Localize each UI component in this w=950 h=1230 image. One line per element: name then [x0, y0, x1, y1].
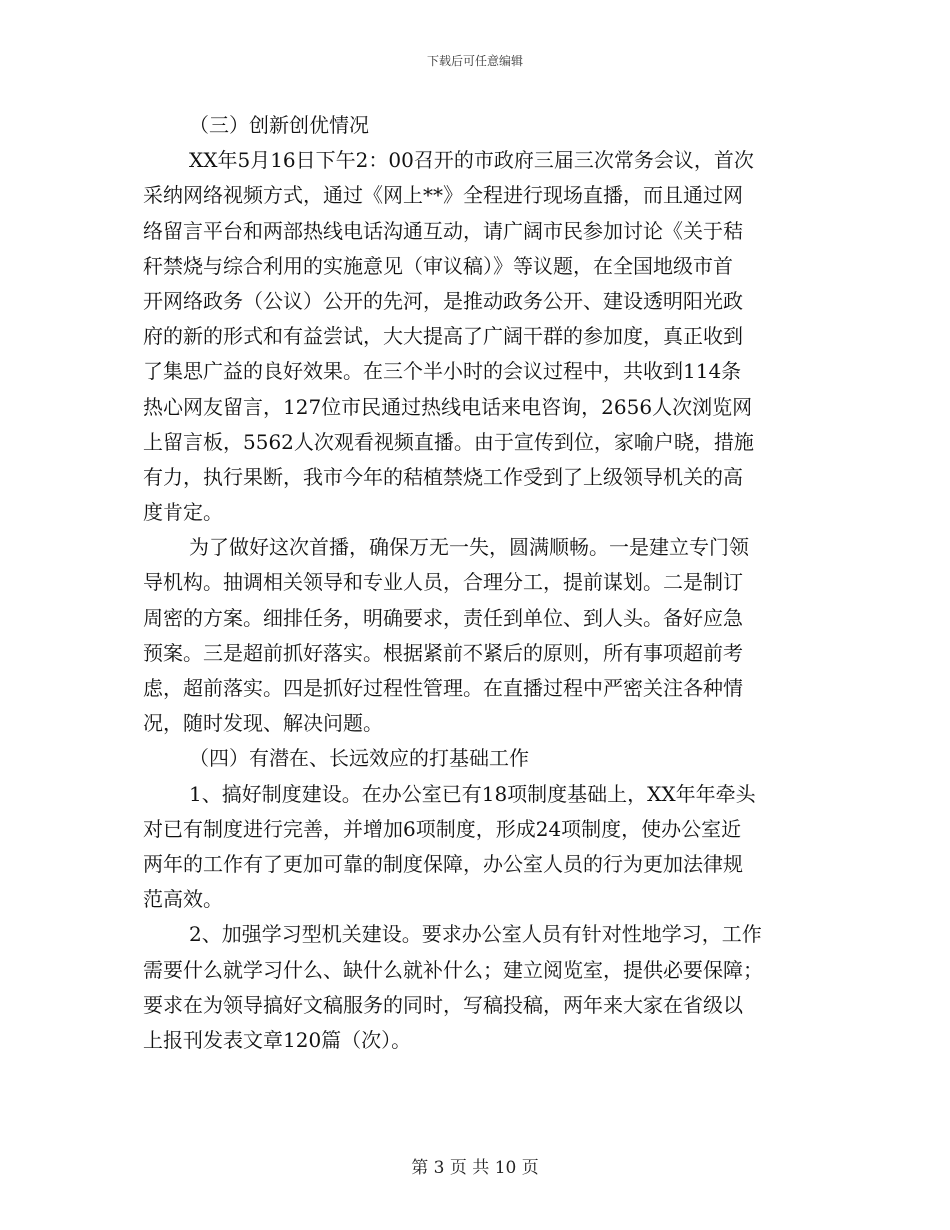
paragraph-line: 要求在为领导搞好文稿服务的同时，写稿投稿，两年来大家在省级以 [143, 992, 743, 1017]
paragraph-line: 府的新的形式和有益尝试，大大提高了广阔干群的参加度，真正收到 [143, 324, 743, 349]
document-body [143, 108, 807, 1058]
page-header-note: 下载后可任意编辑 [426, 54, 523, 68]
page-number: 第 3 页 共 10 页 [411, 1158, 539, 1178]
paragraph-line: 为了做好这次首播，确保万无一失，圆满顺畅。一是建立专门领 [189, 535, 749, 560]
paragraph-line: 有力，执行果断，我市今年的秸植禁烧工作受到了上级领导机关的高 [143, 464, 743, 489]
paragraph-line: 秆禁烧与综合利用的实施意见（审议稿）》等议题，在全国地级市首 [143, 253, 733, 278]
section-heading-3: （三）创新创优情况 [189, 113, 369, 137]
paragraph-line: 采纳网络视频方式，通过《网上**》全程进行现场直播，而且通过网 [143, 183, 743, 208]
paragraph-line: 了集思广益的良好效果。在三个半小时的会议过程中，共收到114条 [143, 359, 742, 384]
paragraph-line: 虑，超前落实。四是抓好过程性管理。在直播过程中严密关注各种情 [143, 676, 743, 700]
paragraph-line: XX年5月16日下午2：00召开的市政府三届三次常务会议，首次 [189, 148, 754, 173]
paragraph-line: 热心网友留言，127位市民通过热线电话来电咨询，2656人次浏览网 [143, 394, 753, 419]
paragraph-line: 上报刊发表文章120篇（次）。 [143, 1027, 412, 1052]
paragraph-line: 开网络政务（公议）公开的先河，是推动政务公开、建设透明阳光政 [143, 288, 743, 313]
paragraph-line: 需要什么就学习什么、缺什么就补什么；建立阅览室，提供必要保障； [143, 957, 763, 982]
paragraph-line: 周密的方案。细排任务，明确要求，责任到单位、到人头。备好应急 [143, 605, 743, 630]
paragraph-line: 度肯定。 [143, 500, 223, 525]
section-heading-4: （四）有潜在、长远效应的打基础工作 [189, 746, 529, 771]
paragraph-line: 两年的工作有了更加可靠的制度保障，办公室人员的行为更加法律规 [143, 851, 743, 876]
paragraph-line: 预案。三是超前抓好落实。根据紧前不紧后的原则，所有事项超前考 [143, 640, 743, 665]
paragraph-line: 2、加强学习型机关建设。要求办公室人员有针对性地学习，工作 [189, 922, 762, 947]
paragraph-line: 对已有制度进行完善，并增加6项制度，形成24项制度，使办公室近 [143, 816, 742, 841]
paragraph-line: 范高效。 [143, 887, 223, 912]
paragraph-line: 导机构。抽调相关领导和专业人员，合理分工，提前谋划。二是制订 [143, 570, 743, 595]
paragraph-line: 1、搞好制度建设。在办公室已有18项制度基础上，XX年年牵头 [189, 781, 756, 806]
paragraph-line: 络留言平台和两部热线电话沟通互动，请广阔市民参加讨论《关于秸 [143, 218, 743, 243]
paragraph-line: 上留言板，5562人次观看视频直播。由于宣传到位，家喻户晓，措施 [143, 429, 754, 454]
paragraph-line: 况，随时发现、解决问题。 [143, 711, 383, 736]
